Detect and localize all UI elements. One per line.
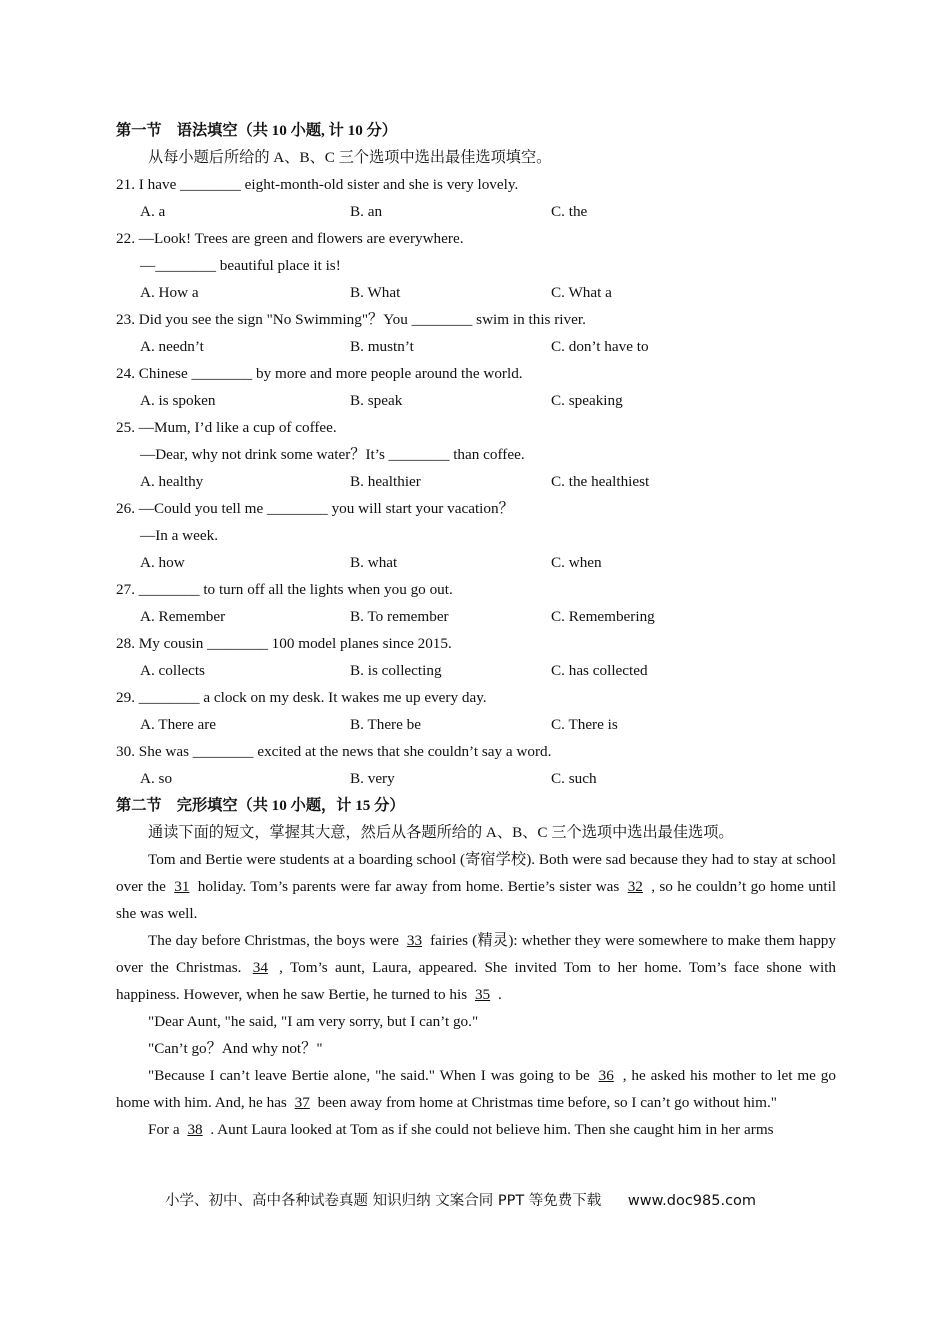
answer-option: B. There be <box>350 716 421 733</box>
question-stem: 28. My cousin ________ 100 model planes since 2015. <box>116 635 452 652</box>
cloze-paragraph-5: "Because I can’t leave Bertie alone, "he said." When I was going to be 36 , he asked his mother to let me go home with him. And, he has 37 been away from home at Christmas time before, so I can’t go without him." <box>116 1067 836 1111</box>
footer-text: 小学、初中、高中各种试卷真题 知识归纳 文案合同 PPT 等免费下载 <box>165 1193 602 1209</box>
question-item <box>116 414 836 495</box>
question-item <box>116 306 836 360</box>
section2-title: 第二节 完形填空（共 10 小题，计 15 分） <box>116 797 405 814</box>
answer-option: C. has collected <box>551 662 648 679</box>
question-stem: 30. She was ________ excited at the news that she couldn’t say a word. <box>116 743 552 760</box>
answer-options <box>116 711 836 738</box>
answer-option: C. don’t have to <box>551 338 649 355</box>
question-item <box>116 576 836 630</box>
question-item <box>116 360 836 414</box>
blank-37: 37 <box>294 1094 310 1111</box>
cloze-paragraph-4: "Can’t go？And why not？" <box>148 1040 323 1057</box>
answer-options <box>116 279 836 306</box>
question-reply: —In a week. <box>140 527 219 544</box>
answer-option: A. There are <box>140 716 217 733</box>
answer-option: A. how <box>140 554 185 571</box>
answer-option: A. is spoken <box>140 392 216 409</box>
question-stem: 25. —Mum, I’d like a cup of coffee. <box>116 419 337 436</box>
question-reply: —Dear, why not drink some water？It’s ________ than coffee. <box>140 446 525 463</box>
answer-option: B. healthier <box>350 473 421 490</box>
cloze-paragraph-2: The day before Christmas, the boys were 33 fairies (精灵): whether they were somewhere to make them happy over the Christmas. 34 , Tom’s aunt, Laura, appeared. She invited Tom to her home. Tom’s face shone with happiness. However, when he saw Bertie, he turned to his 35 . <box>116 932 837 1003</box>
answer-option: B. what <box>350 554 398 571</box>
cloze-paragraph-6: For a 38 . Aunt Laura looked at Tom as if she could not believe him. Then she caught him in her arms <box>148 1121 774 1138</box>
answer-option: C. What a <box>551 284 612 301</box>
question-item <box>116 630 836 684</box>
question-item <box>116 495 836 576</box>
answer-options <box>116 657 836 684</box>
question-item <box>116 684 836 738</box>
question-stem: 21. I have ________ eight-month-old sister and she is very lovely. <box>116 176 519 193</box>
footer-url: www.doc985.com <box>627 1193 757 1209</box>
page-footer <box>165 1189 805 1213</box>
blank-36: 36 <box>598 1067 614 1084</box>
exam-content <box>116 117 836 1143</box>
section1-title: 第一节 语法填空（共 10 小题, 计 10 分） <box>116 122 397 139</box>
blank-34: 34 <box>252 959 268 976</box>
blank-33: 33 <box>406 932 423 949</box>
answer-options <box>116 198 836 225</box>
section2-instruction: 通读下面的短文，掌握其大意，然后从各题所给的 A、B、C 三个选项中选出最佳选项。 <box>148 824 734 841</box>
question-stem: 27. ________ to turn off all the lights when you go out. <box>116 581 453 598</box>
answer-options <box>116 549 836 576</box>
answer-option: B. is collecting <box>350 662 442 679</box>
blank-35: 35 <box>474 986 491 1003</box>
question-stem: 26. —Could you tell me ________ you will start your vacation？ <box>116 500 514 517</box>
question-item <box>116 738 836 792</box>
answer-option: C. Remembering <box>551 608 655 625</box>
blank-32: 32 <box>627 878 643 895</box>
answer-option: A. collects <box>140 662 205 679</box>
answer-option: B. What <box>350 284 401 301</box>
question-item <box>116 171 836 225</box>
answer-option: B. speak <box>350 392 403 409</box>
answer-option: B. an <box>350 203 383 220</box>
cloze-paragraph-1: Tom and Bertie were students at a boarding school (寄宿学校). Both were sad because they had to stay at school over the 31 holiday. Tom’s parents were far away from home. Bertie’s sister was 32 , so he couldn’t go home until she was well. <box>116 851 837 922</box>
cloze-paragraph-3: "Dear Aunt, "he said, "I am very sorry, but I can’t go." <box>148 1013 479 1030</box>
answer-option: B. very <box>350 770 395 787</box>
answer-option: C. the <box>551 203 588 220</box>
answer-options <box>116 387 836 414</box>
section1-instruction: 从每小题后所给的 A、B、C 三个选项中选出最佳选项填空。 <box>148 149 552 166</box>
question-reply: —________ beautiful place it is! <box>140 257 341 274</box>
question-item <box>116 225 836 306</box>
answer-options <box>116 765 836 792</box>
answer-option: C. such <box>551 770 597 787</box>
answer-option: A. healthy <box>140 473 204 490</box>
answer-options <box>116 603 836 630</box>
answer-option: C. when <box>551 554 602 571</box>
answer-option: C. the healthiest <box>551 473 650 490</box>
answer-options <box>116 333 836 360</box>
question-stem: 22. —Look! Trees are green and flowers are everywhere. <box>116 230 464 247</box>
answer-option: C. speaking <box>551 392 623 409</box>
answer-option: C. There is <box>551 716 618 733</box>
question-stem: 24. Chinese ________ by more and more people around the world. <box>116 365 523 382</box>
answer-option: A. a <box>140 203 166 220</box>
answer-option: A. How a <box>140 284 199 301</box>
answer-option: B. mustn’t <box>350 338 414 355</box>
question-list <box>116 171 836 792</box>
question-stem: 23. Did you see the sign "No Swimming"？You ________ swim in this river. <box>116 311 586 328</box>
answer-option: B. To remember <box>350 608 449 625</box>
answer-option: A. so <box>140 770 173 787</box>
question-stem: 29. ________ a clock on my desk. It wakes me up every day. <box>116 689 487 706</box>
answer-option: A. needn’t <box>140 338 204 355</box>
blank-31: 31 <box>174 878 190 895</box>
blank-38: 38 <box>187 1121 203 1138</box>
answer-option: A. Remember <box>140 608 226 625</box>
answer-options <box>116 468 836 495</box>
